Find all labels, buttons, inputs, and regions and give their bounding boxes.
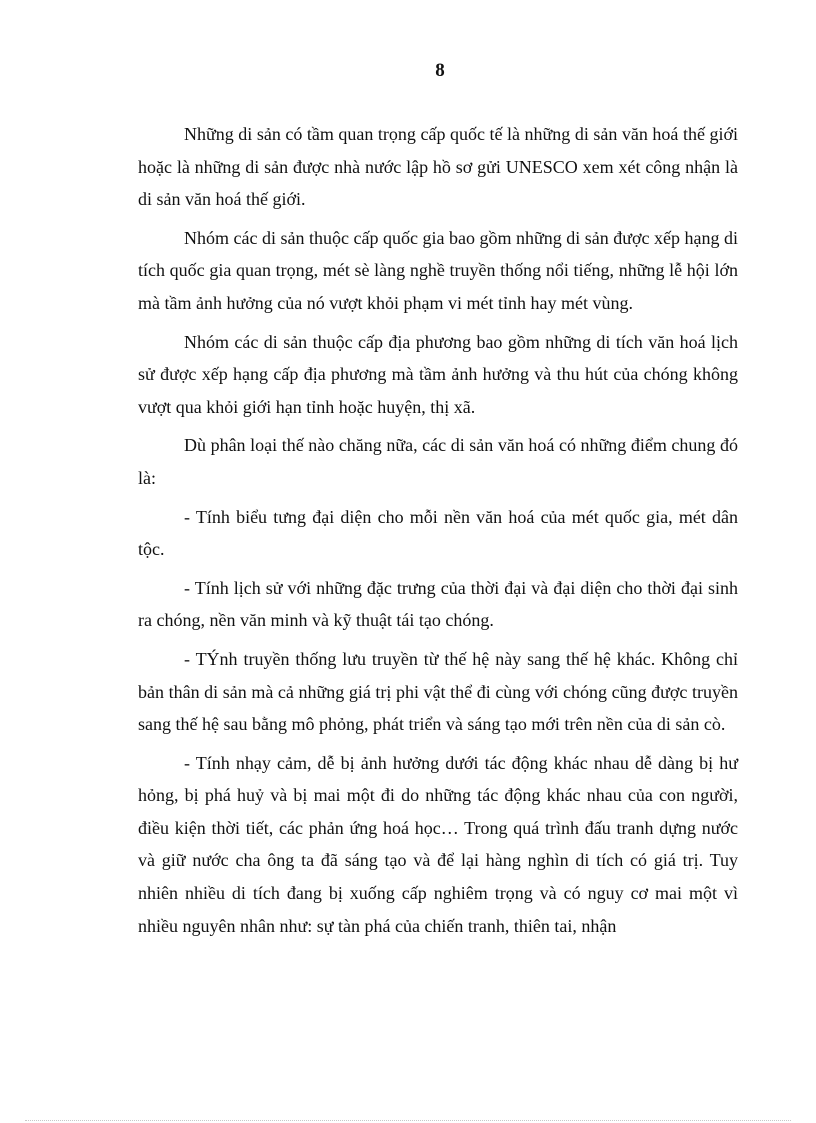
paragraph-national-heritage: Nhóm các di sản thuộc cấp quốc gia bao gồm những di sản được xếp hạng di tích quốc gia quan trọng, mét sè làng nghề truyền thống nổi tiếng, những lễ hội lớn mà tầm ảnh hưởng của nó vượt khỏi phạm vi mét tỉnh hay mét vùng. [138,227,738,313]
paragraph-local-heritage: Nhóm các di sản thuộc cấp địa phương bao gồm những di tích văn hoá lịch sử được xếp hạng cấp địa phương mà tầm ảnh hưởng và thu hút của chóng không vượt qua khỏi giới hạn tỉnh hoặc huyện, thị xã. [138,331,738,417]
page-bottom-rule [25,1120,791,1121]
paragraph-trait-symbolic: - Tính biểu tưng đại diện cho mỗi nền văn hoá của mét quốc gia, mét dân tộc. [138,506,738,560]
paragraph-common-traits-intro: Dù phân loại thế nào chăng nữa, các di sản văn hoá có những điểm chung đó là: [138,435,738,488]
paragraph-trait-traditional: - TÝnh truyền thống lưu truyền từ thế hệ này sang thế hệ khác. Không chỉ bản thân di sản mà cả những giá trị phi vật thể đi cùng với chóng cũng được truyền sang thế hệ sau bằng mô phỏng, phát triển và sáng tạo mới trên nền của di sản cò. [138,648,738,735]
paragraph-international-heritage: Những di sản có tầm quan trọng cấp quốc tế là những di sản văn hoá thế giới hoặc là những di sản được nhà nước lập hồ sơ gửi UNESCO xem xét công nhận là di sản văn hoá thế giới. [138,124,738,210]
page-number: 8 [435,60,445,81]
document-body [138,118,738,948]
paragraph-trait-historical: - Tính lịch sử với những đặc trưng của thời đại và đại diện cho thời đại sinh ra chóng, nền văn minh và kỹ thuật tái tạo chóng. [138,577,738,631]
paragraph-trait-sensitive: - Tính nhạy cảm, dễ bị ảnh hưởng dưới tác động khác nhau dễ dàng bị hư hỏng, bị phá huỷ và bị mai một đi do những tác động khác nhau của con người, điều kiện thời tiết, các phản ứng hoá học… Trong quá trình đấu tranh dựng nước và giữ nước cha ông ta đã sáng tạo và để lại hàng nghìn di tích có giá trị. Tuy nhiên nhiều di tích đang bị xuống cấp nghiêm trọng và có nguy cơ mai một vì nhiều nguyên nhân như: sự tàn phá của chiến tranh, thiên tai, nhận [138,752,738,936]
